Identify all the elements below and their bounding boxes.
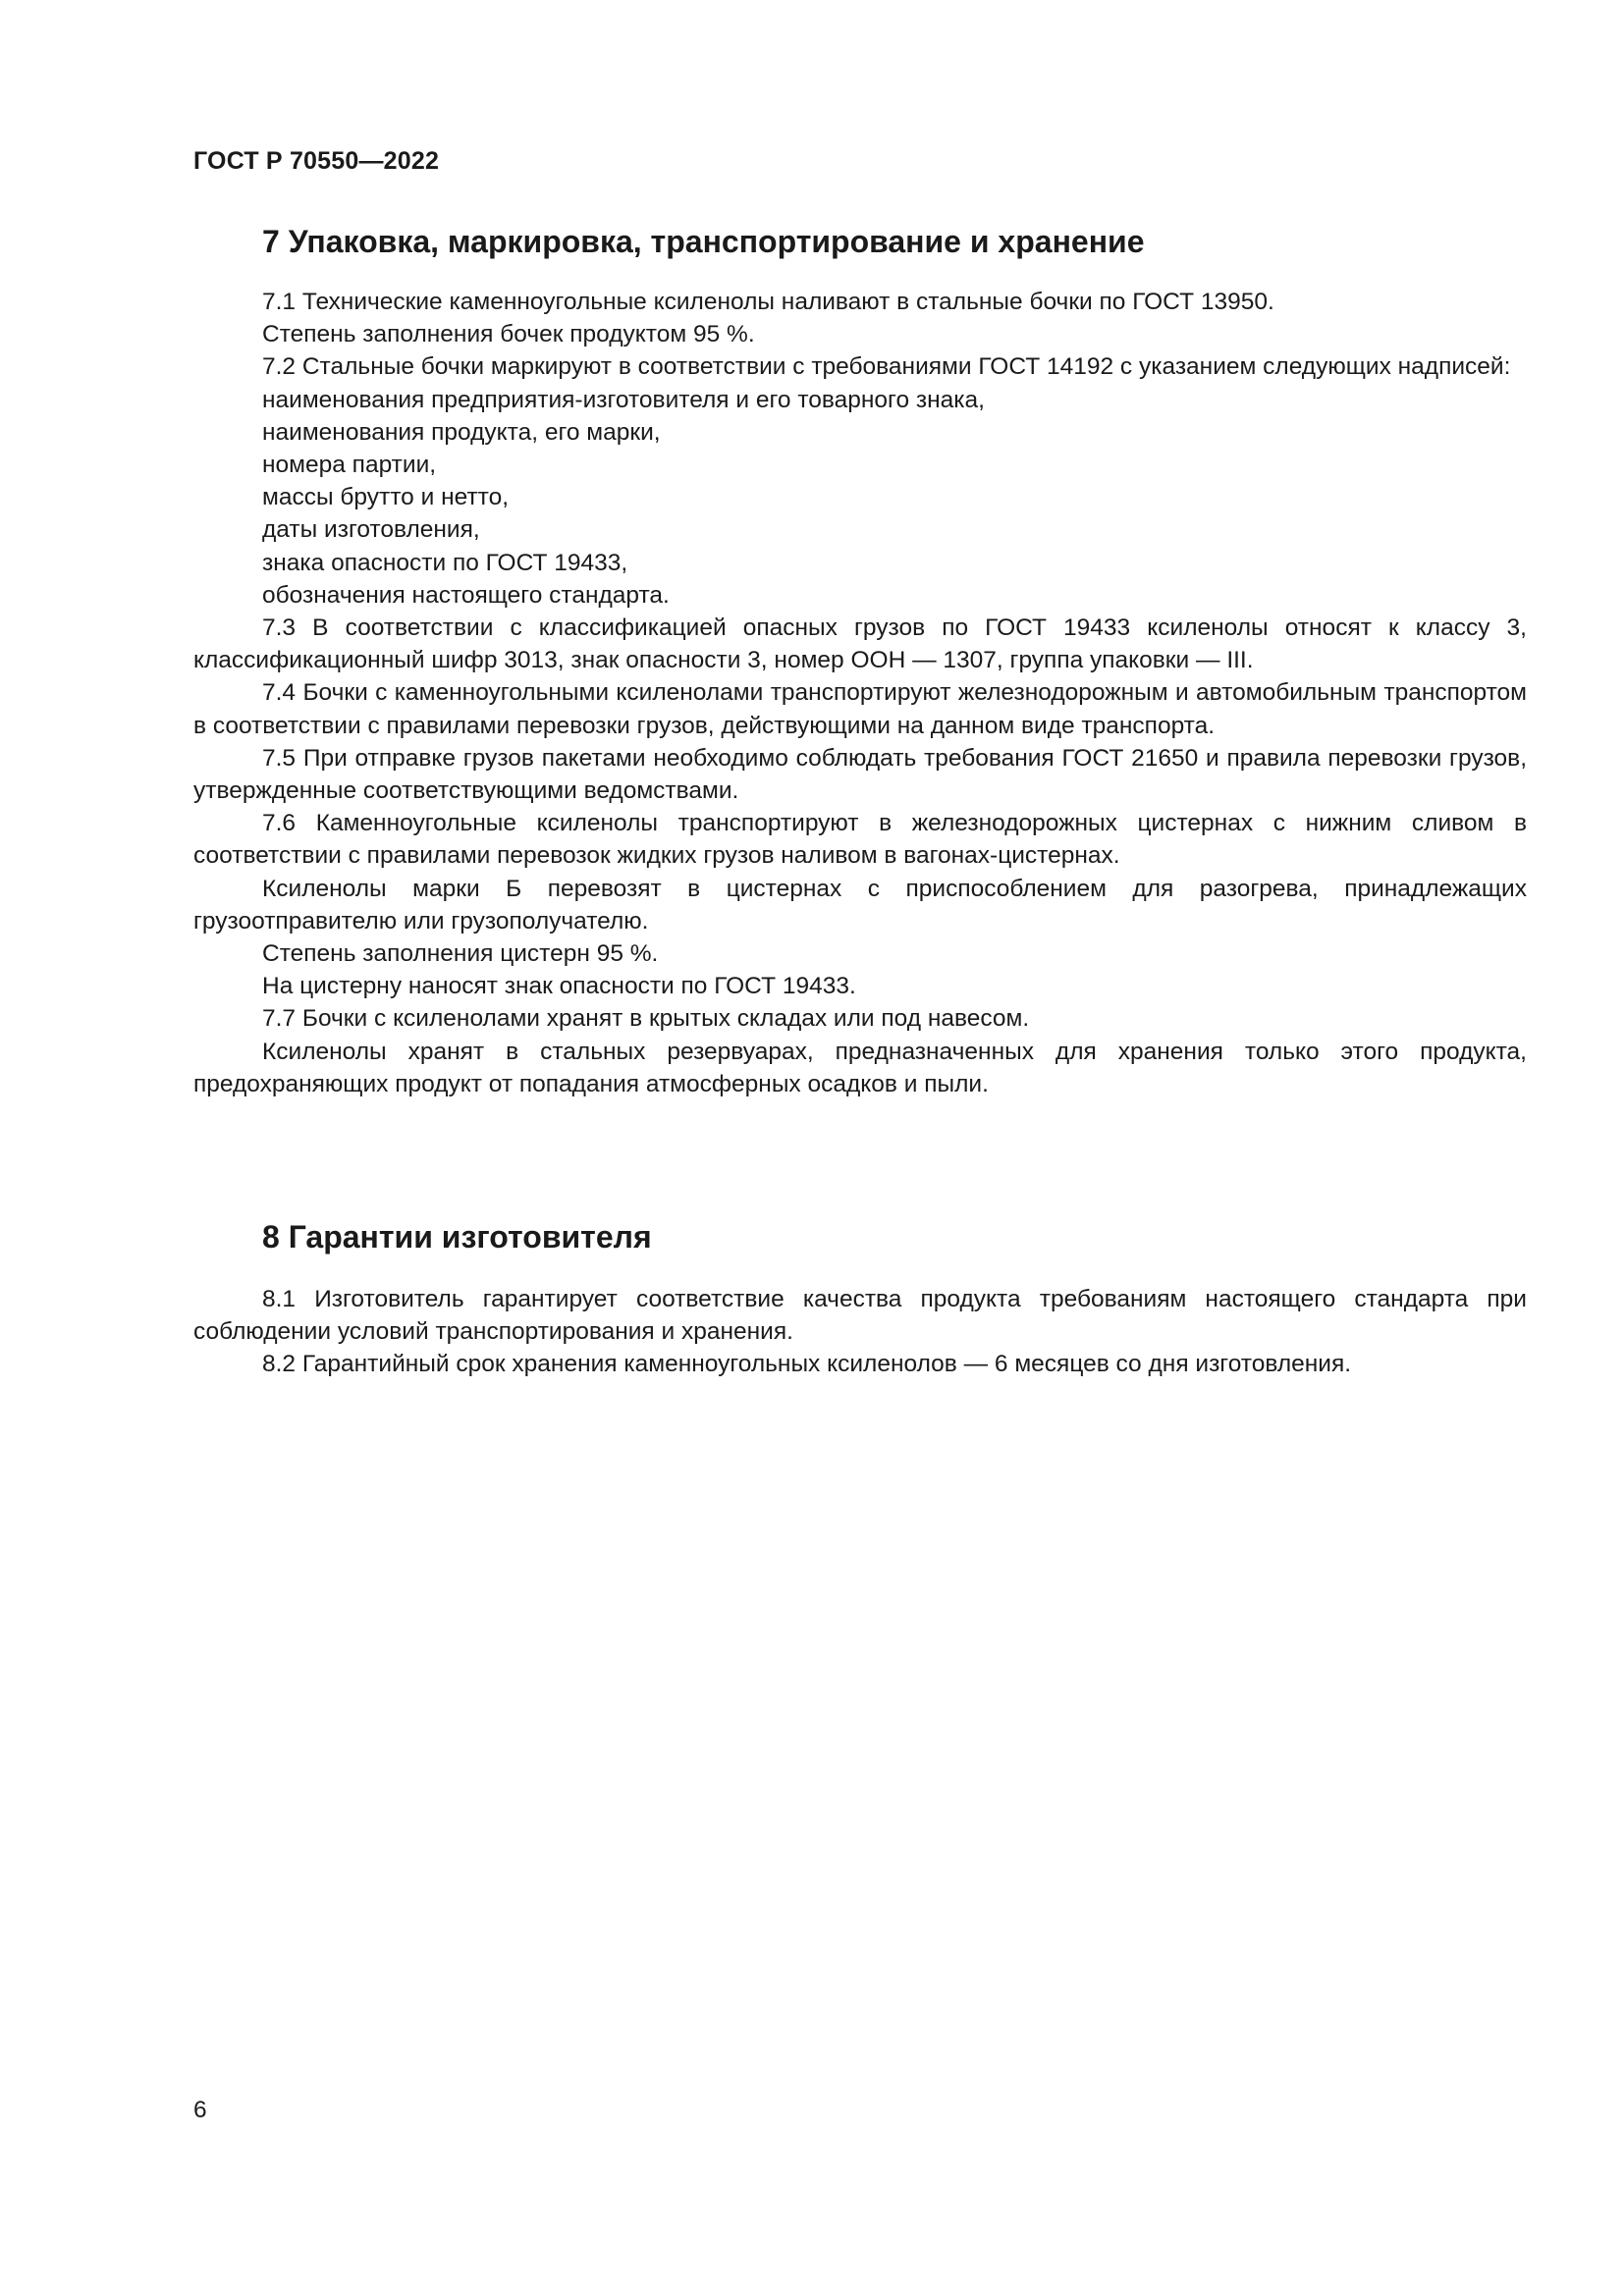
marking-list-item: номера партии, (262, 452, 437, 479)
paragraph-7-6-grade-b: Ксиленолы марки Б перевозят в цистернах с приспособлением для разогрева, принадлежащих грузоотправителю или грузополучателю. (193, 875, 1527, 934)
paragraph-7-7: 7.7 Бочки с ксиленолами хранят в крытых складах или под навесом. (262, 1005, 1030, 1033)
paragraph-7-5: 7.5 При отправке грузов пакетами необходимо соблюдать требования ГОСТ 21650 и правила перевозки грузов, утвержденные соответствующими ведомствами. (193, 744, 1527, 805)
paragraph-7-1: 7.1 Технические каменноугольные ксиленолы наливают в стальные бочки по ГОСТ 13950. (262, 289, 1274, 315)
section-7-body (193, 286, 1527, 1100)
section-8-heading: 8 Гарантии изготовителя (262, 1219, 652, 1255)
paragraph-8-2: 8.2 Гарантийный срок хранения каменноугольных ксиленолов — 6 месяцев со дня изготовления. (262, 1351, 1352, 1378)
page-number: 6 (193, 2097, 207, 2123)
paragraph-7-6-hazard-sign: На цистерну наносят знак опасности по ГОСТ 19433. (262, 973, 856, 1000)
paragraph-7-6: 7.6 Каменноугольные ксиленолы транспортируют в железнодорожных цистернах с нижним сливом в соответствии с правилами перевозок жидких грузов наливом в вагонах-цистернах. (193, 810, 1527, 870)
section-8-body (193, 1283, 1527, 1381)
paragraph-8-1: 8.1 Изготовитель гарантирует соответствие качества продукта требованиям настоящего стандарта при соблюдении условий транспортирования и хранения. (193, 1286, 1527, 1346)
paragraph-7-1-fill-degree: Степень заполнения бочек продуктом 95 %. (262, 321, 755, 348)
marking-list-item: наименования продукта, его марки, (262, 418, 661, 446)
paragraph-7-4: 7.4 Бочки с каменноугольными ксиленолами транспортируют железнодорожным и автомобильным транспортом в соответствии с правилами перевозки грузов, действующими на данном виде транспорта. (193, 679, 1527, 739)
paragraph-7-2: 7.2 Стальные бочки маркируют в соответствии с требованиями ГОСТ 14192 с указанием следующих надписей: (262, 353, 1511, 381)
running-header-doc-code: ГОСТ Р 70550—2022 (193, 147, 440, 175)
marking-list-item: знака опасности по ГОСТ 19433, (262, 549, 628, 576)
marking-list-item: массы брутто и нетто, (262, 484, 510, 511)
marking-list-item: наименования предприятия-изготовителя и его товарного знака, (262, 386, 985, 413)
paragraph-7-3: 7.3 В соответствии с классификацией опасных грузов по ГОСТ 19433 ксиленолы относят к классу 3, классификационный шифр 3013, знак опасности 3, номер ООН — 1307, группа упаковки — III. (193, 614, 1527, 674)
marking-list-item: даты изготовления, (262, 516, 480, 544)
paragraph-7-7-tanks: Ксиленолы хранят в стальных резервуарах, предназначенных для хранения только этого продукта, предохраняющих продукт от попадания атмосферных осадков и пыли. (193, 1038, 1527, 1097)
section-7-heading: 7 Упаковка, маркировка, транспортирование и хранение (262, 224, 1145, 259)
marking-list-item: обозначения настоящего стандарта. (262, 581, 670, 609)
paragraph-7-6-fill-degree: Степень заполнения цистерн 95 %. (262, 940, 659, 968)
